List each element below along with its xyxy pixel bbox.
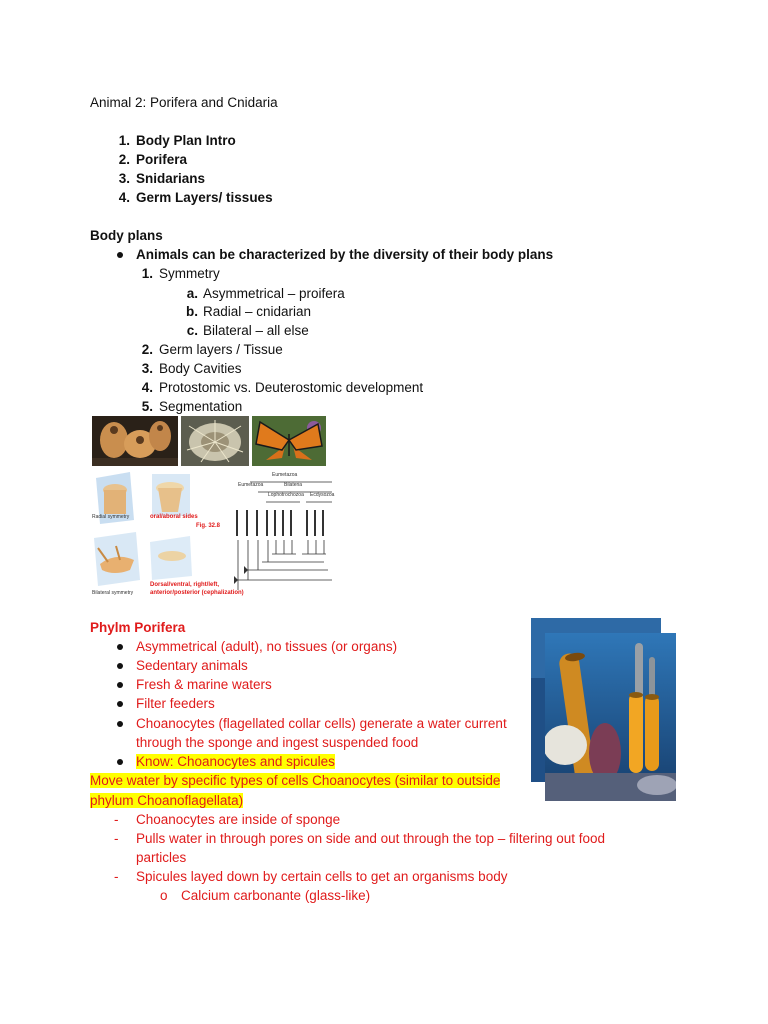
- outline-item: Snidarians: [136, 171, 206, 186]
- sub-letter: c.: [186, 323, 198, 338]
- phylogenetic-tree: [232, 470, 336, 600]
- dash-item: Pulls water in through pores on side and out through the top – filtering out food: [136, 831, 606, 846]
- sub-bullet-item: Calcium carbonante (glass-like): [181, 888, 371, 903]
- highlight: Move water by specific types of cells Choanocytes (similar to outside: [90, 773, 501, 788]
- sub-item: Asymmetrical – proifera: [203, 286, 345, 301]
- dash-marker: -: [114, 831, 119, 846]
- highlight: phylum Choanoflagellata): [90, 793, 244, 808]
- porifera-bullet: Choanocytes (flagellated collar cells) generate a water current: [136, 716, 507, 731]
- list-item: Germ layers / Tissue: [159, 342, 283, 357]
- highlighted-note-line2: [90, 792, 243, 810]
- tree-label-eumetazoa: Eumetazoa: [238, 482, 264, 488]
- list-number: 3.: [141, 361, 153, 376]
- outline-item: Body Plan Intro: [136, 133, 236, 148]
- bullet-dot: [117, 644, 123, 650]
- bullet-dot: [117, 663, 123, 669]
- bilateral-symmetry-label: Bilateral symmetry: [92, 590, 134, 596]
- porifera-bullet-know: [136, 753, 335, 771]
- body-plans-bullet: Animals can be characterized by the diversity of their body plans: [136, 247, 554, 262]
- outline-number: 4.: [118, 190, 130, 205]
- radial-symmetry-label: Radial symmetry: [92, 514, 130, 520]
- list-number: 1.: [141, 266, 153, 281]
- porifera-bullet: Sedentary animals: [136, 658, 248, 673]
- tree-label-ecdysozoa: Ecdysozoa: [310, 492, 335, 498]
- outline-number: 1.: [118, 133, 130, 148]
- dash-marker: -: [114, 812, 119, 827]
- list-number: 2.: [141, 342, 153, 357]
- oral-aboral-label: oral/aboral sides: [150, 514, 198, 520]
- outline-number: 2.: [118, 152, 130, 167]
- figure-number-label: Fig. 32.8: [196, 523, 221, 529]
- list-item: Segmentation: [159, 399, 243, 414]
- highlighted-note-line1: [90, 772, 500, 790]
- section-heading-body-plans: Body plans: [90, 228, 163, 243]
- anemone-photo: [181, 416, 249, 466]
- list-number: 4.: [141, 380, 153, 395]
- page-title: Animal 2: Porifera and Cnidaria: [90, 95, 278, 110]
- sub-letter: b.: [186, 304, 198, 319]
- porifera-bullet: Filter feeders: [136, 696, 215, 711]
- bullet-dot: [117, 701, 123, 707]
- sub-bullet-marker: o: [160, 888, 168, 903]
- symmetry-figure: [90, 468, 230, 600]
- outline-item: Germ Layers/ tissues: [136, 190, 273, 205]
- dash-marker: -: [114, 869, 119, 884]
- tree-label-bilateria: Bilateria: [284, 482, 303, 488]
- dash-item-continuation: particles: [136, 850, 187, 865]
- tree-label-eumetazoa-top: Eumetazoa: [272, 472, 298, 478]
- highlight: Know: Choanocytes and spicules: [136, 754, 335, 769]
- bullet-dot: [117, 759, 123, 765]
- outline-item: Porifera: [136, 152, 188, 167]
- porifera-bullet-continuation: through the sponge and ingest suspended food: [136, 735, 419, 750]
- list-item: Body Cavities: [159, 361, 242, 376]
- bullet-dot: [117, 682, 123, 688]
- dorsal-ventral-label: Dorsal/ventral, right/left,: [150, 582, 220, 588]
- sponge-reef-photo: [545, 633, 676, 801]
- list-item: Protostomic vs. Deuterostomic development: [159, 380, 424, 395]
- porifera-bullet: Asymmetrical (adult), no tissues (or organs): [136, 639, 398, 654]
- tree-label-lophotrochozoa: Lophotrochozoa: [268, 492, 304, 498]
- sponge-photo: [92, 416, 178, 466]
- dash-item: Spicules layed down by certain cells to get an organisms body: [136, 869, 508, 884]
- bullet-dot: [117, 721, 123, 727]
- list-number: 5.: [141, 399, 153, 414]
- dash-item: Choanocytes are inside of sponge: [136, 812, 341, 827]
- list-item: Symmetry: [159, 266, 220, 281]
- anterior-posterior-label: anterior/posterior (cephalization): [150, 590, 244, 596]
- sub-item: Radial – cnidarian: [203, 304, 312, 319]
- bullet-dot: [117, 252, 123, 258]
- butterfly-photo: [252, 416, 326, 466]
- outline-number: 3.: [118, 171, 130, 186]
- porifera-bullet: Fresh & marine waters: [136, 677, 272, 692]
- sub-item: Bilateral – all else: [203, 323, 309, 338]
- section-heading-porifera: Phylm Porifera: [90, 620, 186, 635]
- sub-letter: a.: [186, 286, 198, 301]
